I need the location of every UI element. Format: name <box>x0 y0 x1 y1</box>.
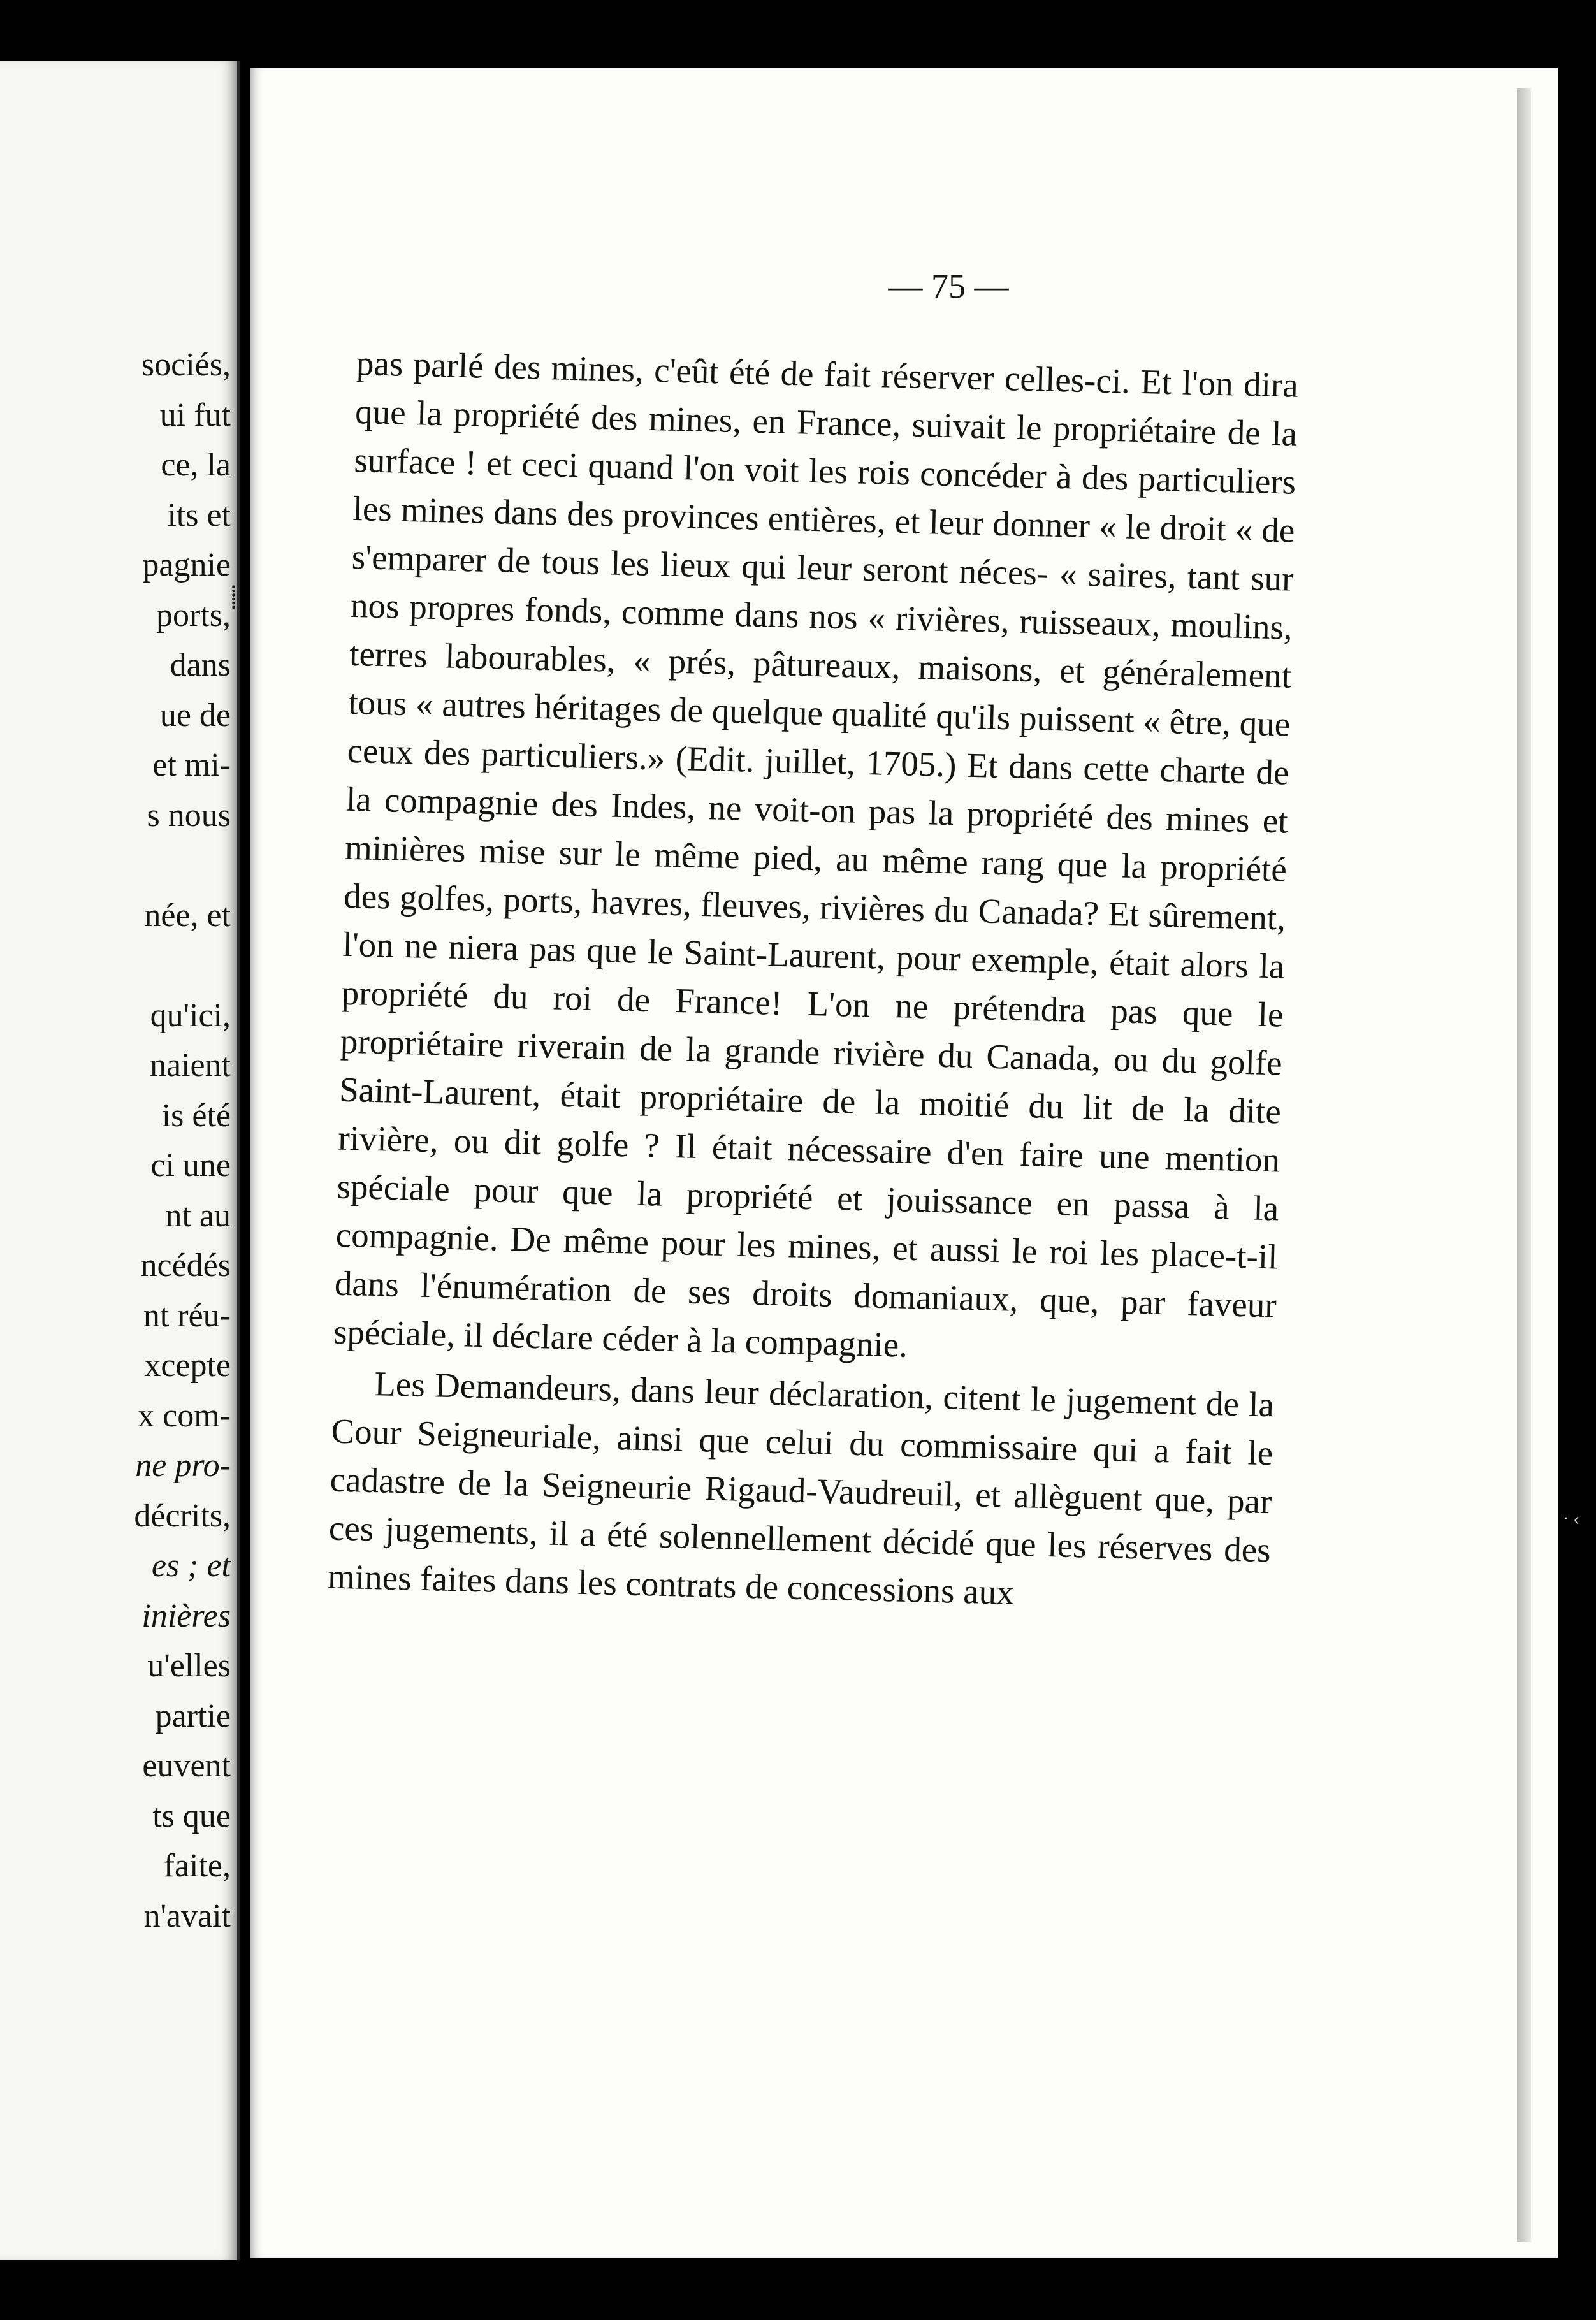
text-line: dans <box>170 647 231 683</box>
text-line: nt au <box>165 1197 231 1234</box>
text-line: sociés, <box>141 347 231 383</box>
text-line: xcepte <box>144 1347 231 1384</box>
page-body-text <box>327 339 1298 1623</box>
text-line: nt réu- <box>143 1297 231 1334</box>
text-line: ports, <box>156 597 231 634</box>
text-line: its et <box>167 497 231 533</box>
text-line: née, et <box>144 897 231 934</box>
text-line: inières <box>141 1597 231 1634</box>
text-line: ts que <box>152 1797 231 1834</box>
text-line: qu'ici, <box>150 997 231 1034</box>
text-line: n'avait <box>143 1897 231 1934</box>
text-line: faite, <box>163 1848 231 1884</box>
previous-page-text <box>134 340 231 1941</box>
text-line: pagnie <box>142 547 231 583</box>
previous-page <box>0 61 240 2260</box>
text-line: s nous <box>147 797 231 834</box>
text-line: ui fut <box>159 396 231 433</box>
paragraph: pas parlé des mines, c'eût été de fait réserver celles-ci. Et l'on dira que la propriété des mines, en France, suivait le propriétaire de la surface ! et ceci quand l'on voit les rois concéder à des particuliers les mines dans des provinces entières, et leur donner « le droit « de s'emparer de tous les lieux qui leur seront néces- « saires, tant sur nos propres fonds, comme dans nos « rivières, ruisseaux, moulins, terres labourables, « prés, pâtureaux, maisons, et généralement tous « autres héritages de quelque qualité qu'ils puissent « être, que ceux des particuliers.» (Edit. juillet, 1705.) Et dans cette charte de la compagnie des Indes, ne voit-on pas la propriété des mines et minières mise sur le même pied, au même rang que la propriété des golfes, ports, havres, fleuves, rivières du Canada? Et sûrement, l'on ne niera pas que le Saint-Laurent, pour exemple, était alors la propriété du roi de France! L'on ne prétendra pas que le propriétaire riverain de la grande rivière du Canada, ou du golfe Saint-Laurent, était propriétaire de la moitié du lit de la dite rivière, ou dit golfe ? Il était nécessaire d'en faire une mention spéciale pour que la propriété et jouissance en passa à la compagnie. De même pour les mines, et aussi le roi les place-t-il dans l'énumération de ses droits domaniaux, que, par faveur spéciale, il déclare céder à la compagnie. <box>333 343 1299 1365</box>
text-line: ue de <box>159 697 231 734</box>
scan-speck: · ‹ <box>1563 1509 1579 1529</box>
current-page <box>250 68 1558 2258</box>
text-line: partie <box>155 1697 231 1734</box>
text-line: naient <box>149 1047 231 1084</box>
text-line: ce, la <box>161 447 231 483</box>
text-line: u'elles <box>147 1648 231 1684</box>
text-line <box>134 841 231 891</box>
text-line: x com- <box>138 1397 231 1434</box>
text-line: décrits, <box>134 1497 231 1534</box>
text-line: et mi- <box>152 747 231 783</box>
page-number: — 75 — <box>888 267 1009 305</box>
text-line <box>134 941 231 991</box>
paragraph: Les Demandeurs, dans leur déclaration, citent le jugement de la Cour Seigneuriale, ainsi que celui du commissaire qui a fait le cadastre de la Seigneurie Rigaud-Vaudreuil, et allèguent que, par ces jugements, il a été solennellement décidé que les réserves des mines faites dans les contrats de concessions aux <box>327 1364 1275 1612</box>
text-line: ncédés <box>140 1247 231 1284</box>
text-line: is été <box>161 1097 231 1134</box>
text-line: euvent <box>142 1748 231 1784</box>
page-edge <box>1517 88 1531 2242</box>
text-line: ci une <box>150 1147 231 1184</box>
binding-mark: ⸽ <box>231 586 236 609</box>
text-line: es ; et <box>151 1548 231 1584</box>
text-line: ne pro- <box>135 1447 231 1484</box>
